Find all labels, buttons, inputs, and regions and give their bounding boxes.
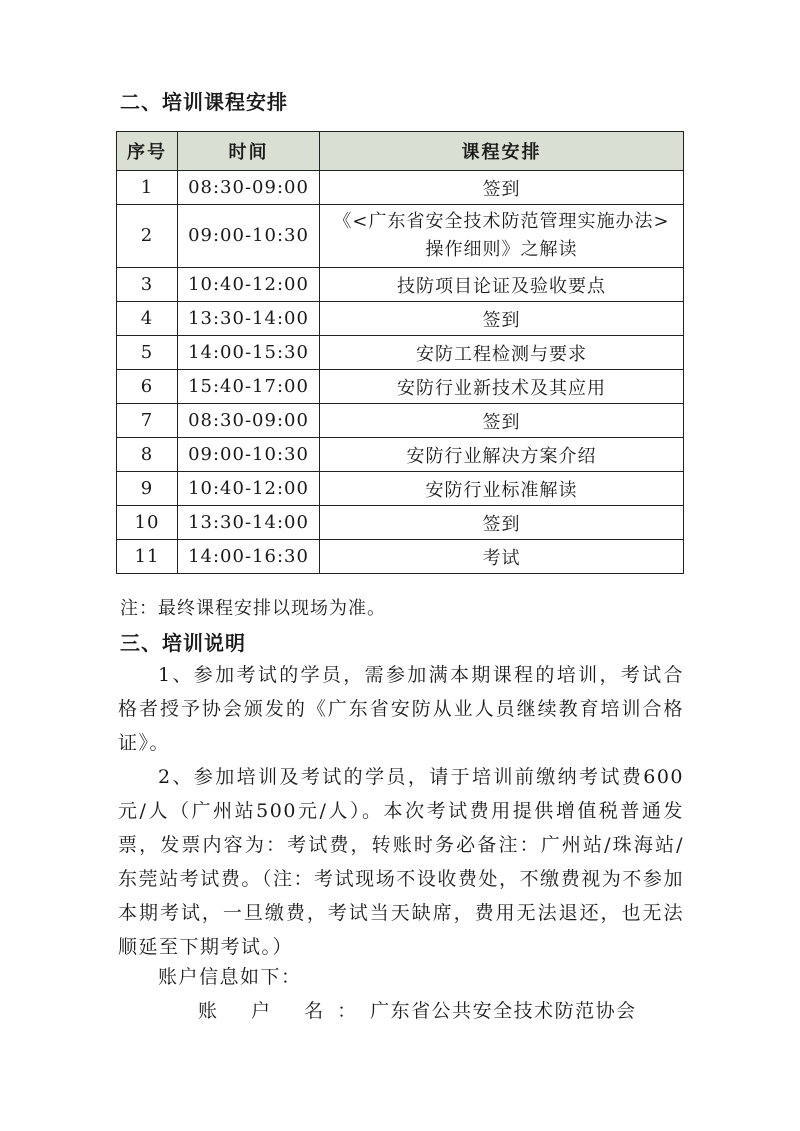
table-row: [117, 438, 684, 472]
header-course: 课程安排: [320, 132, 684, 171]
header-number: 序号: [117, 132, 178, 171]
row-time: 15:40-17:00: [178, 370, 320, 404]
row-course: 安防行业标准解读: [320, 472, 684, 506]
row-time: 13:30-14:00: [178, 302, 320, 336]
section-title-training-schedule: 二、培训课程安排: [120, 90, 288, 114]
row-time: 14:00-15:30: [178, 336, 320, 370]
table-row: [117, 336, 684, 370]
row-course: 考试: [320, 540, 684, 574]
row-course: 安防行业解决方案介绍: [320, 438, 684, 472]
row-number: 2: [117, 205, 178, 268]
paragraph-exam-fee: 2、参加培训及考试的学员，请于培训前缴纳考试费600元/人（广州站500元/人）。本次考试费用提供增值税普通发票，发票内容为：考试费，转账时务必备注：广州站/珠海站/东莞站考试费。（注：考试现场不设收费处，不缴费视为不参加本期考试，一旦缴费，考试当天缺席，费用无法退还，也无法顺延至下期考试。）: [118, 766, 684, 958]
row-course: 签到: [320, 171, 684, 205]
row-time: 10:40-12:00: [178, 472, 320, 506]
row-course: 《<广东省安全技术防范管理实施办法>操作细则》之解读: [320, 205, 684, 268]
row-time: 09:00-10:30: [178, 438, 320, 472]
table-row: [117, 205, 684, 268]
row-number: 3: [117, 268, 178, 302]
row-time: 10:40-12:00: [178, 268, 320, 302]
row-number: 7: [117, 404, 178, 438]
table-row: [117, 506, 684, 540]
paragraph-exam-requirement: 1、参加考试的学员，需参加满本期课程的培训，考试合格者授予协会颁发的《广东省安防从业人员继续教育培训合格证》。: [118, 664, 684, 754]
row-course: 安防工程检测与要求: [320, 336, 684, 370]
row-number: 4: [117, 302, 178, 336]
row-number: 6: [117, 370, 178, 404]
row-course: 技防项目论证及验收要点: [320, 268, 684, 302]
account-name-value: 广东省公共安全技术防范协会: [370, 1000, 637, 1022]
row-time: 09:00-10:30: [178, 205, 320, 268]
row-number: 9: [117, 472, 178, 506]
row-course: 签到: [320, 506, 684, 540]
row-number: 11: [117, 540, 178, 574]
table-row: [117, 370, 684, 404]
row-number: 5: [117, 336, 178, 370]
row-number: 10: [117, 506, 178, 540]
account-info-intro: 账户信息如下：: [158, 966, 302, 988]
table-row: [117, 472, 684, 506]
schedule-table: [116, 131, 684, 574]
row-number: 1: [117, 171, 178, 205]
schedule-note: 注：最终课程安排以现场为准。: [120, 598, 386, 619]
row-time: 08:30-09:00: [178, 404, 320, 438]
account-name-line: [198, 996, 637, 1023]
table-row: [117, 302, 684, 336]
row-course: 签到: [320, 302, 684, 336]
row-course: 安防行业新技术及其应用: [320, 370, 684, 404]
table-row: [117, 268, 684, 302]
table-row: [117, 404, 684, 438]
table-header-row: [117, 132, 684, 171]
table-row: [117, 171, 684, 205]
account-name-label: 账 户 名：: [198, 1000, 371, 1022]
row-time: 13:30-14:00: [178, 506, 320, 540]
row-course: 签到: [320, 404, 684, 438]
section-title-training-notes: 三、培训说明: [120, 631, 246, 655]
row-number: 8: [117, 438, 178, 472]
row-time: 08:30-09:00: [178, 171, 320, 205]
row-time: 14:00-16:30: [178, 540, 320, 574]
header-time: 时间: [178, 132, 320, 171]
table-row: [117, 540, 684, 574]
